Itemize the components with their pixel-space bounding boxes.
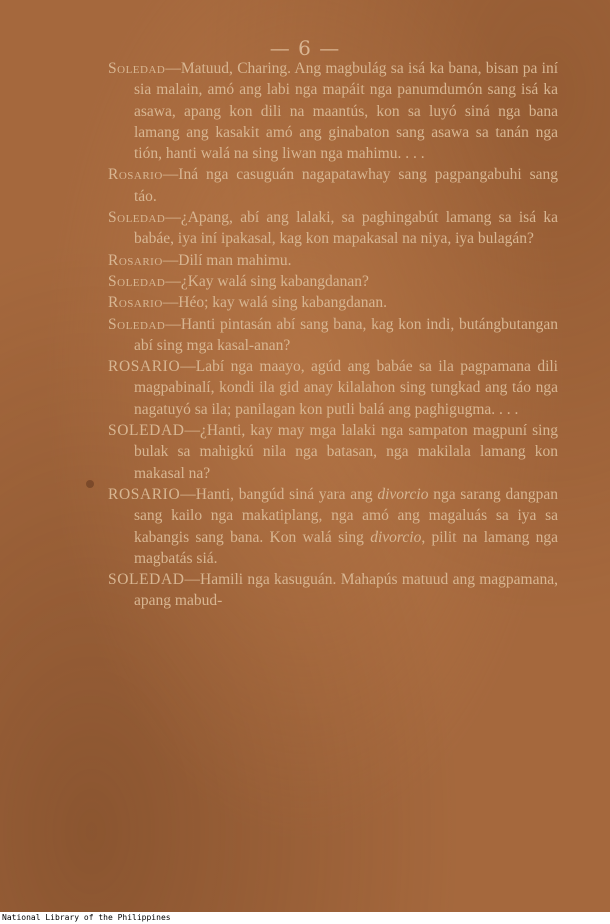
line-text: —Dilí man mahimu. — [162, 251, 292, 269]
speaker-name: Soledad — [108, 315, 166, 333]
library-credit: National Library of the Philippines — [0, 912, 610, 924]
line-text: —¿Apang, abí ang lalaki, sa paghingabút lamang sa isá ka babáe, iya iní ipakasal, kag kon mapakasal na niya, iya bulagán? — [134, 209, 558, 248]
line-text: —Hamili nga kasuguán. Mahapús matuud ang magpamana, apang mabud- — [134, 571, 558, 610]
speaker-name: ROSARIO — [108, 358, 181, 376]
speaker-name: SOLEDAD — [108, 422, 185, 440]
page-number: — 6 — — [269, 36, 341, 60]
speaker-name: Rosario — [108, 166, 163, 184]
dialogue-line — [108, 420, 558, 484]
italic-term: divorcio — [370, 528, 422, 546]
dialogue-line — [108, 569, 558, 612]
line-text: —Hanti pintasán abí sang bana, kag kon indi, butángbutangan abí sing mga kasal-anan? — [134, 315, 558, 354]
dialogue-line — [108, 314, 558, 357]
line-text: —Iná nga casuguán nagapatawhay sang pagpangabuhi sang táo. — [134, 166, 558, 205]
speaker-name: Rosario — [108, 294, 163, 312]
dialogue-line — [108, 250, 558, 271]
dialogue-line — [108, 207, 558, 250]
line-text: nga sarang dangpan sang kailo nga makatiplang, nga amó ang magaluás sa iya sa kabangis sang bana. Kon walá sing — [134, 485, 559, 546]
dialogue-line — [108, 58, 558, 164]
line-text: —¿Hanti, kay may mga lalaki nga sampaton magpuní sing bulak sa mahigkú nila nga batasan, nga makilala lamang kon makasal na? — [134, 422, 558, 482]
italic-term: divorcio — [377, 485, 429, 503]
dialogue-line — [108, 356, 558, 420]
line-text: , pilit na lamang nga magbatás siá. — [134, 528, 559, 567]
line-text: —Héo; kay walá sing kabangdanan. — [162, 294, 388, 312]
ink-smudge — [86, 480, 94, 488]
line-text: —Hanti, bangúd siná yara ang — [180, 485, 378, 503]
line-text: —Matuud, Charing. Ang magbulág sa isá ka bana, bisan pa iní sia malain, amó ang labi nga mapáit nga panumdumón sang isá ka asawa, apang kon dili na maantús, kon sa luyó siná nga bana lamang ang kasakit amó ang ginabaton sang asawa sa tanán nga tión, hanti walá na sing liwan nga mahimu. . . . — [134, 60, 558, 163]
dialogue-line — [108, 292, 558, 313]
speaker-name: Soledad — [108, 60, 166, 77]
speaker-name: Soledad — [108, 272, 166, 290]
speaker-name: Soledad — [108, 209, 166, 227]
line-text: —Labí nga maayo, agúd ang babáe sa ila pagpamana dili magpabinalí, kondi ila gid anay kilalahon sing tungkad ang táo nga nagatuyó sa ila; panilagan kon putli balá ang paghigugma. . . . — [134, 358, 558, 418]
dialogue-line — [108, 164, 558, 207]
dialogue-body — [108, 58, 558, 612]
speaker-name: ROSARIO — [108, 485, 181, 503]
line-text: —¿Kay walá sing kabangdanan? — [165, 272, 369, 290]
dialogue-line — [108, 484, 558, 569]
speaker-name: Rosario — [108, 251, 163, 269]
dialogue-line — [108, 271, 558, 292]
speaker-name: SOLEDAD — [108, 571, 185, 589]
